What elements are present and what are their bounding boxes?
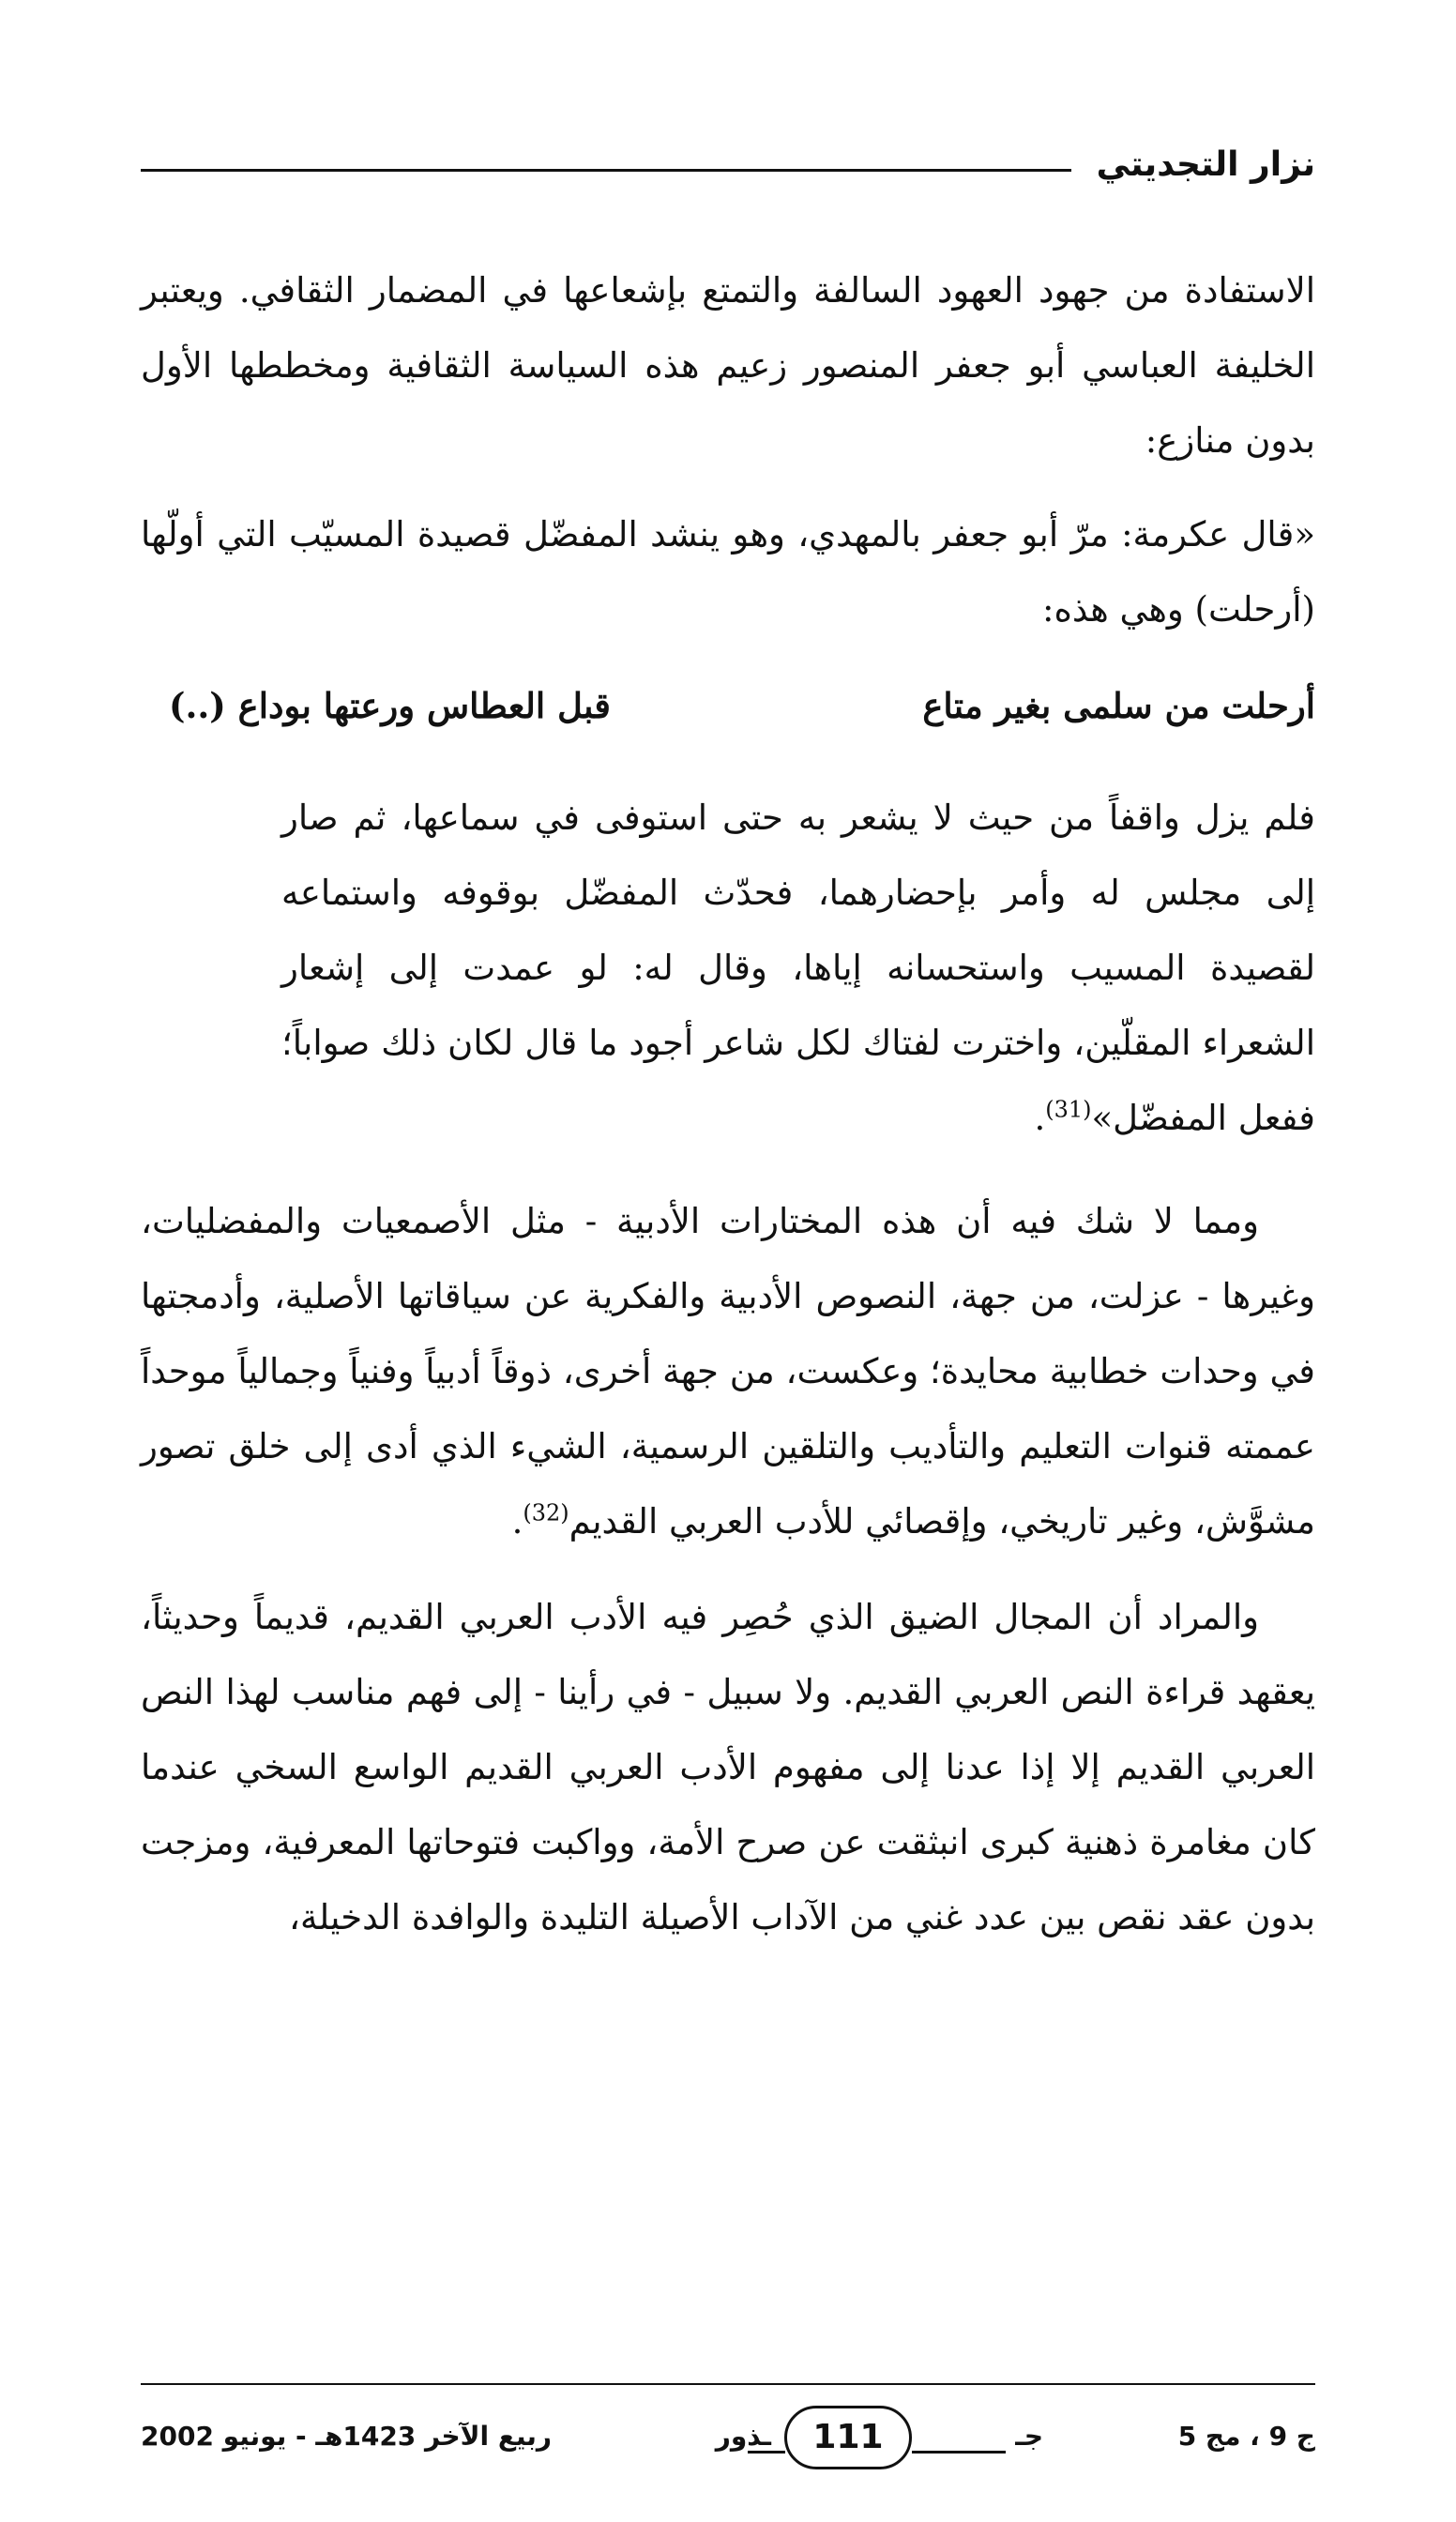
journal-connector-right xyxy=(912,2451,1006,2454)
page-body xyxy=(141,253,1315,1955)
verse-second-hemistich: قبل العطاس ورعتها بوداع (..) xyxy=(169,685,611,726)
page-footer xyxy=(141,2383,1315,2486)
poem-verse xyxy=(141,668,1315,743)
paragraph-3-text: ومما لا شك فيه أن هذه المختارات الأدبية - مثل الأصمعيات والمفضليات، وغيرها - عزلت، من جهة، النصوص الأدبية والفكرية عن سياقاتها الأصلية، وأدمجتها في وحدات خطابية محايدة؛ وعكست، من جهة أخرى، ذوقاً أدبياً وفنياً وجمالياً موحداً عممته قنوات التعليم والتأديب والتلقين الرسمية، الشيء الذي أدى إلى خلق تصور مشوَّش، وغير تاريخي، وإقصائي للأدب العربي القديم xyxy=(141,1201,1315,1542)
verse-first-hemistich: أرحلت من سلمى بغير متاع xyxy=(922,685,1315,726)
running-header xyxy=(141,131,1315,206)
header-rule xyxy=(141,169,1071,172)
footnote-marker-31: (31) xyxy=(1045,1096,1092,1123)
journal-name-end: ـذور xyxy=(715,2421,771,2452)
paragraph-1: الاستفادة من جهود العهود السالفة والتمتع بإشعاعها في المضمار الثقافي. ويعتبر الخليفة العباسي أبو جعفر المنصور زعيم هذه السياسة الثقافية ومخططها الأول بدون منازع: xyxy=(141,270,1315,461)
issue-date: ربيع الآخر 1423هـ - يونيو 2002 xyxy=(141,2421,553,2452)
footer-rule xyxy=(141,2383,1315,2385)
author-name: نزار التجديتي xyxy=(1096,145,1315,184)
page-number: 111 xyxy=(784,2406,912,2469)
quote-intro: «قال عكرمة: مرّ أبو جعفر بالمهدي، وهو ينشد المفضّل قصيدة المسيّب التي أولّها (أرحلت) وهي هذه: xyxy=(141,514,1315,630)
journal-name-start: جـ xyxy=(1015,2421,1043,2452)
quote-continuation-text: فلم يزل واقفاً من حيث لا يشعر به حتى استوفى في سماعها، ثم صار إلى مجلس له وأمر بإحضارهما، فحدّث المفضّل بوقوفه واستماعه لقصيدة المسيب واستحسانه إياها، وقال له: لو عمدت إلى إشعار الشعراء المقلّين، واخترت لفتاك لكل شاعر أجود ما قال لكان ذلك صواباً؛ ففعل المفضّل» xyxy=(281,798,1315,1138)
quote-continuation: فلم يزل واقفاً من حيث لا يشعر به حتى استوفى في سماعها، ثم صار إلى مجلس له وأمر بإحضارهما، فحدّث المفضّل بوقوفه واستماعه لقصيدة المسيب واستحسانه إياها، وقال له: لو عمدت إلى إشعار الشعراء المقلّين، واخترت لفتاك لكل شاعر أجود ما قال لكان ذلك صواباً؛ ففعل المفضّل»$^{(31)}$. xyxy=(281,798,1315,1138)
footnote-marker-32: (32) xyxy=(523,1499,569,1527)
paragraph-3: ومما لا شك فيه أن هذه المختارات الأدبية - مثل الأصمعيات والمفضليات، وغيرها - عزلت، من جهة، النصوص الأدبية والفكرية عن سياقاتها الأصلية، وأدمجتها في وحدات خطابية محايدة؛ وعكست، من جهة أخرى، ذوقاً أدبياً وفنياً وجمالياً موحداً عممته قنوات التعليم والتأديب والتلقين الرسمية، الشيء الذي أدى إلى خلق تصور مشوَّش، وغير تاريخي، وإقصائي للأدب العربي القديم$^{(32)}$. xyxy=(141,1201,1315,1542)
footer-row xyxy=(141,2404,1315,2469)
paragraph-4: والمراد أن المجال الضيق الذي حُصِر فيه الأدب العربي القديم، قديماً وحديثاً، يعقهد قراءة النص العربي القديم. ولا سبيل - في رأينا - إلى فهم مناسب لهذا النص العربي القديم إلا إذا عدنا إلى مفهوم الأدب العربي القديم الواسع السخي عندما كان مغامرة ذهنية كبرى انبثقت عن صرح الأمة، وواكبت فتوحاتها المعرفية، ومزجت بدون عقد نقص بين عدد غني من الآداب الأصيلة التليدة والوافدة الدخيلة، xyxy=(141,1597,1315,1937)
volume-number: ج 9 ، مج 5 xyxy=(1177,2421,1315,2452)
